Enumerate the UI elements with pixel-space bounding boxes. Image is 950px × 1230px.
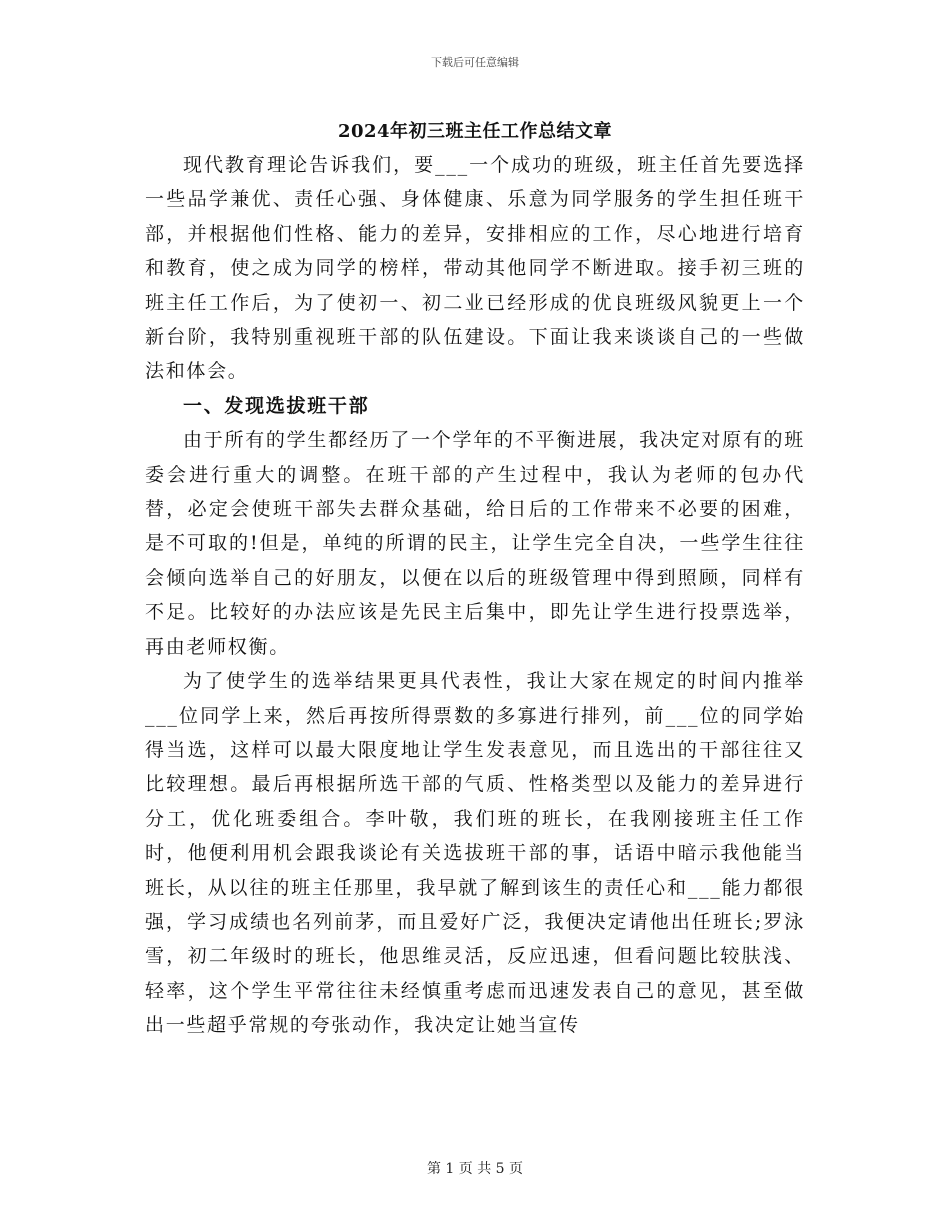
- section-paragraph: 为了使学生的选举结果更具代表性，我让大家在规定的时间内推举___位同学上来，然后再按所得票数的多寡进行排列，前___位的同学始得当选，这样可以最大限度地让学生发表意见，而且选出的干部往往又比较理想。最后再根据所选干部的气质、性格类型以及能力的差异进行分工，优化班委组合。李叶敬，我们班的班长，在我刚接班主任工作时，他便利用机会跟我谈论有关选拔班干部的事，话语中暗示我他能当班长，从以往的班主任那里，我早就了解到该生的责任心和___能力都很强，学习成绩也名列前茅，而且爱好广泛，我便决定请他出任班长;罗泳雪，初二年级时的班长，他思维灵活，反应迅速，但看问题比较肤浅、轻率，这个学生平常往往未经慎重考虑而迅速发表自己的意见，甚至做出一些超乎常规的夸张动作，我决定让她当宣传: [145, 670, 805, 1037]
- section-heading: 一、发现选拔班干部: [183, 394, 370, 417]
- intro-paragraph: 现代教育理论告诉我们，要___一个成功的班级，班主任首先要选择一些品学兼优、责任心强、身体健康、乐意为同学服务的学生担任班干部，并根据他们性格、能力的差异，安排相应的工作，尽心地进行培育和教育，使之成为同学的榜样，带动其他同学不断进取。接手初三班的班主任工作后，为了使初一、初二业已经形成的优良班级风貌更上一个新台阶，我特别重视班干部的队伍建设。下面让我来谈谈自己的一些做法和体会。: [145, 154, 805, 383]
- document-body: [145, 148, 805, 1043]
- section-paragraph: 由于所有的学生都经历了一个学年的不平衡进展，我决定对原有的班委会进行重大的调整。在班干部的产生过程中，我认为老师的包办代替，必定会使班干部失去群众基础，给日后的工作带来不必要的困难，是不可取的!但是，单纯的所谓的民主，让学生完全自决，一些学生往往会倾向选举自己的好朋友，以便在以后的班级管理中得到照顾，同样有不足。比较好的办法应该是先民主后集中，即先让学生进行投票选举，再由老师权衡。: [145, 429, 805, 658]
- page-footer: 第 1 页 共 5 页: [426, 1161, 524, 1177]
- document-title: 2024年初三班主任工作总结文章: [337, 121, 613, 142]
- header-note: 下载后可任意编辑: [431, 56, 519, 69]
